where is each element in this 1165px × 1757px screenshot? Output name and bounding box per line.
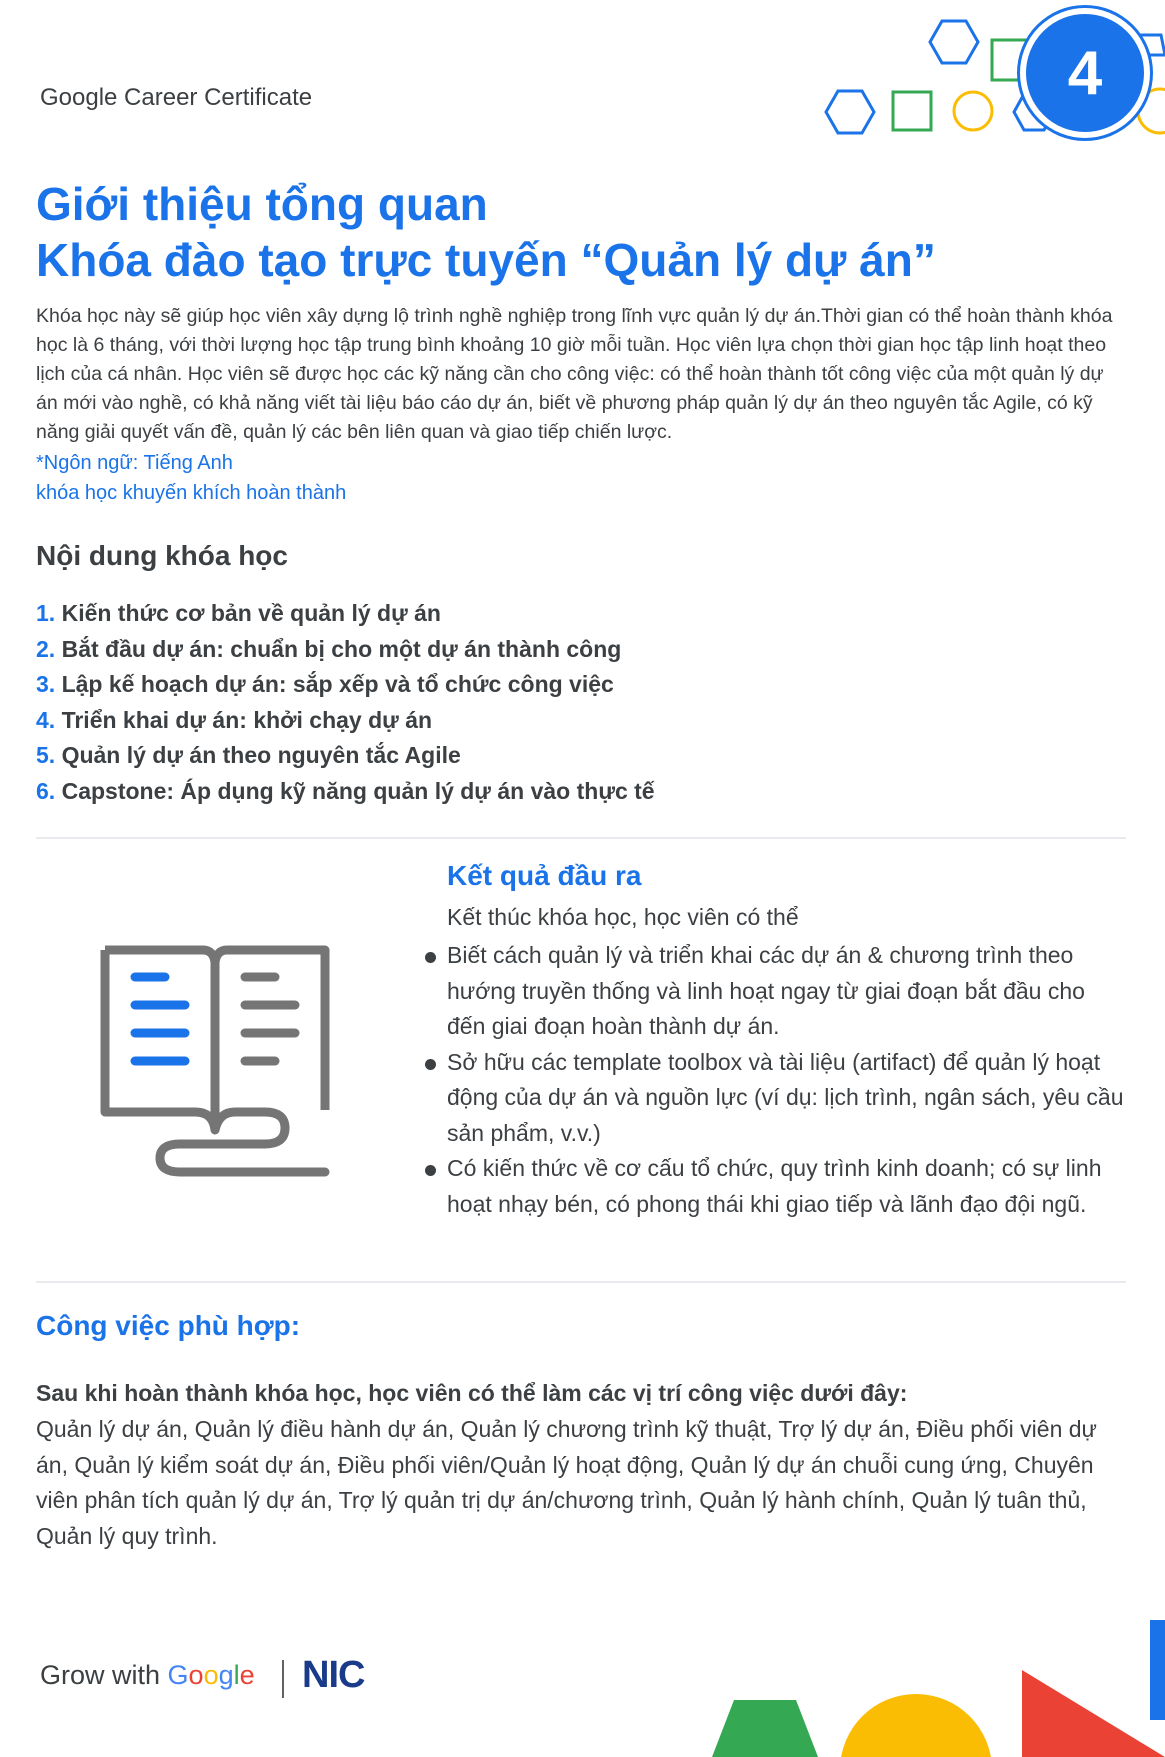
circle-shape: [954, 92, 992, 130]
outcome-item: Biết cách quản lý và triển khai các dự án & chương trình theo hướng truyền thống và linh hoạt ngay từ giai đoạn bắt đầu cho đến giai đoạn hoàn thành dự án.: [447, 938, 1127, 1045]
page-number-badge: 4: [1020, 8, 1150, 138]
content-heading: Nội dung khóa học: [36, 540, 288, 571]
module-text: Capstone: Áp dụng kỹ năng quản lý dự án vào thực tế: [61, 777, 655, 804]
module-number: 5.: [36, 742, 56, 768]
module-item: [36, 667, 655, 703]
intro-paragraph: Khóa học này sẽ giúp học viên xây dựng lộ trình nghề nghiệp trong lĩnh vực quản lý dự án.Thời gian có thể hoàn thành khóa học là 6 tháng, với thời lượng học tập trung bình khoảng 10 giờ mỗi tuần. Học viên lựa chọn thời gian học tập linh hoạt theo lịch của cá nhân. Học viên sẽ được học các kỹ năng cần cho công việc: có thể hoàn thành tốt công việc của một quản lý dự án mới vào nghề, có khả năng viết tài liệu báo cáo dự án, biết về phương pháp quản lý dự án theo nguyên tắc Agile, có kỹ năng giải quyết vấn đề, quản lý các bên liên quan và giao tiếp chiến lược.: [36, 305, 1113, 443]
bar-shape: [1150, 1620, 1165, 1720]
logo-letter: l: [233, 1660, 240, 1690]
outcome-item: Có kiến thức về cơ cấu tổ chức, quy trình kinh doanh; có sự linh hoạt nhạy bén, có phong thái khi giao tiếp và lãnh đạo đội ngũ.: [447, 1151, 1127, 1222]
jobs-lead: Sau khi hoàn thành khóa học, học viên có thể làm các vị trí công việc dưới đây:: [36, 1380, 908, 1406]
module-item: [36, 774, 655, 810]
open-book-icon: [95, 940, 335, 1180]
module-item: [36, 596, 655, 632]
module-item: [36, 703, 655, 739]
logo-prefix: Grow with: [40, 1660, 168, 1690]
logo-letter: g: [218, 1660, 234, 1690]
module-text: Bắt đầu dự án: chuẩn bị cho một dự án thành công: [61, 635, 622, 662]
jobs-list-text: Quản lý dự án, Quản lý điều hành dự án, Quản lý chương trình kỹ thuật, Trợ lý dự án, Điều phối viên dự án, Quản lý kiểm soát dự án, Điều phối viên/Quản lý hoạt động, Quản lý dự án chuỗi cung ứng, Chuyên viên phân tích quản lý dự án, Trợ lý quản trị dự án/chương trình, Quản lý hành chính, Quản lý tuân thủ, Quản lý quy trình.: [36, 1416, 1097, 1549]
module-number: 6.: [36, 777, 56, 804]
outcomes-heading: Kết quả đầu ra: [447, 860, 642, 891]
logo-letter: o: [203, 1660, 219, 1690]
header-decoration: [0, 0, 1165, 150]
circle-shape: [840, 1694, 992, 1757]
title-line-1: Giới thiệu tổng quan: [36, 178, 488, 230]
module-text: Quản lý dự án theo nguyên tắc Agile: [61, 742, 461, 768]
divider: [36, 1281, 1126, 1283]
module-item: [36, 632, 655, 668]
completion-note: khóa học khuyến khích hoàn thành: [36, 482, 347, 504]
outcome-item: Sở hữu các template toolbox và tài liệu (artifact) để quản lý hoạt động của dự án và nguồn lực (ví dụ: lịch trình, ngân sách, yêu cầu sản phẩm, v.v.): [447, 1045, 1127, 1152]
header-brand: Google Career Certificate: [40, 84, 313, 111]
module-text: Kiến thức cơ bản về quản lý dự án: [61, 600, 441, 626]
hexagon-shape: [826, 91, 874, 133]
divider: [36, 837, 1126, 839]
logo-letter: e: [239, 1660, 255, 1690]
logo-letter: G: [167, 1660, 189, 1690]
hexagon-shape: [712, 1700, 818, 1757]
module-list: [36, 596, 655, 809]
module-text: Triển khai dự án: khởi chạy dự án: [61, 706, 433, 733]
page-title: [36, 176, 1136, 288]
hexagon-shape: [930, 21, 978, 63]
square-shape: [893, 92, 931, 130]
module-text: Lập kế hoạch dự án: sắp xếp và tổ chức công việc: [61, 671, 614, 697]
outcomes-subheading: Kết thúc khóa học, học viên có thể: [447, 904, 799, 930]
nic-logo: NIC: [302, 1654, 365, 1696]
jobs-heading: Công việc phù hợp:: [36, 1310, 301, 1341]
language-note: [36, 448, 346, 508]
module-number: 3.: [36, 671, 56, 697]
module-number: 1.: [36, 600, 56, 626]
title-line-2: Khóa đào tạo trực tuyến “Quản lý dự án”: [36, 234, 936, 286]
module-number: 2.: [36, 635, 56, 662]
language-line: *Ngôn ngữ: Tiếng Anh: [36, 452, 233, 474]
outcome-list: [447, 938, 1127, 1222]
triangle-shape: [1022, 1670, 1165, 1757]
module-number: 4.: [36, 706, 56, 733]
footer-decoration: [0, 1580, 1165, 1757]
logo-letter: o: [188, 1660, 204, 1690]
module-item: [36, 738, 655, 774]
